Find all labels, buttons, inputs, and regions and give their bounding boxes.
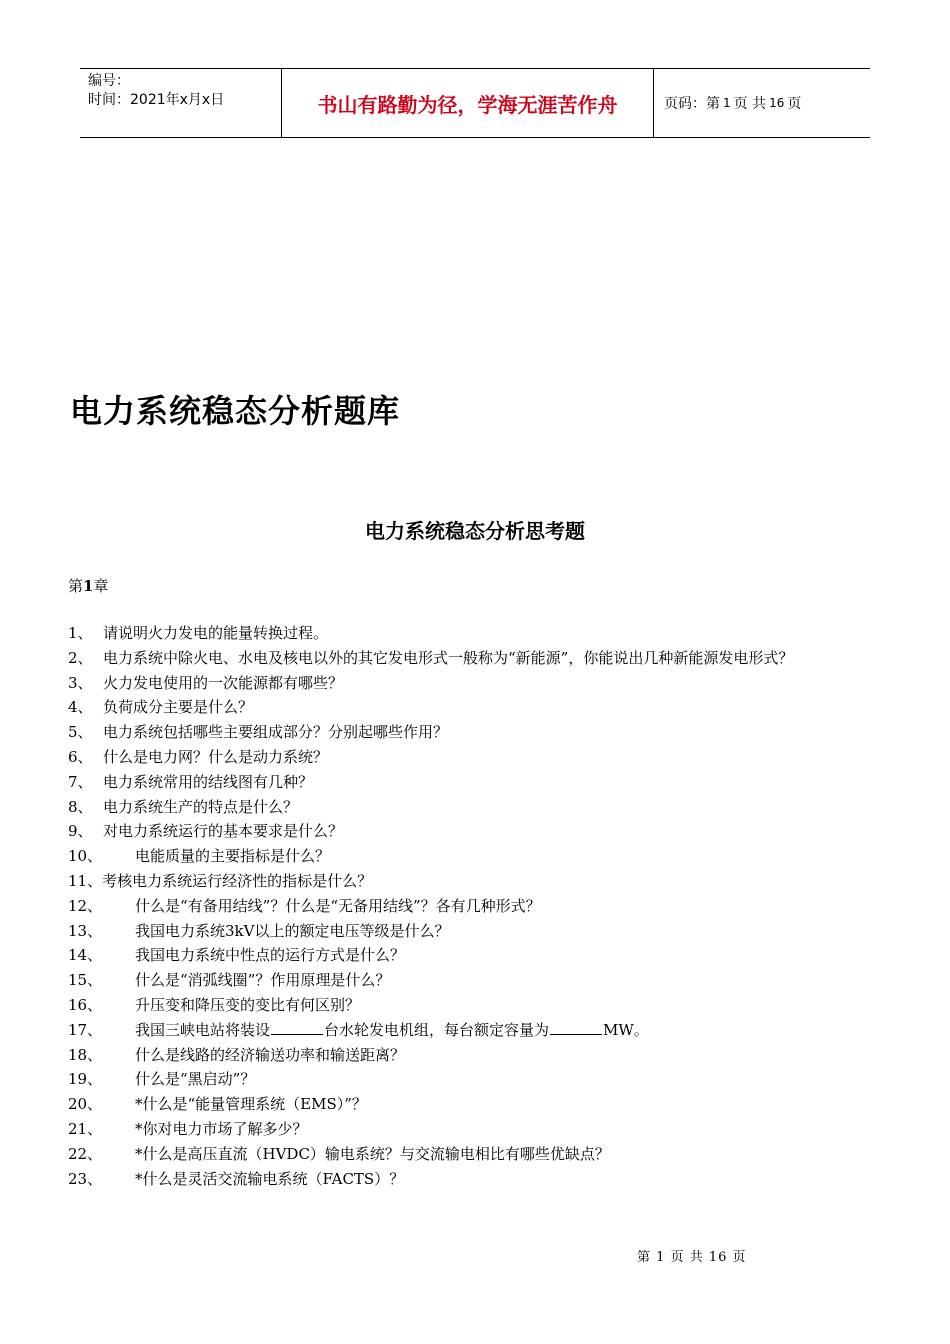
chapter-number: 1	[83, 577, 94, 595]
question-text: 火力发电使用的一次能源都有哪些？	[103, 673, 344, 692]
question-item	[68, 894, 928, 919]
motto-text: 书山有路勤为径，学海无涯苦作舟	[317, 92, 618, 117]
question-text: 什么是“黑启动”？	[135, 1070, 256, 1089]
question-item	[68, 671, 928, 696]
question-text: 考核电力系统运行经济性的指标是什么？	[102, 871, 373, 890]
fill-blank	[550, 1018, 602, 1035]
question-text: *什么是灵活交流输电系统（FACTS）？	[135, 1169, 405, 1188]
question-text-part-a: 我国三峡电站将装设	[135, 1020, 271, 1039]
question-item	[68, 943, 928, 968]
question-item	[68, 819, 928, 844]
chapter-prefix: 第	[68, 577, 84, 595]
question-item	[68, 695, 928, 720]
question-number: 16、	[68, 995, 103, 1014]
question-text: 电能质量的主要指标是什么？	[135, 847, 331, 866]
question-text: 电力系统包括哪些主要组成部分？分别起哪些作用？	[103, 723, 449, 742]
question-number: 23、	[68, 1169, 103, 1188]
question-number: 4、	[68, 698, 93, 717]
question-text: 我国电力系统3kV以上的额定电压等级是什么？	[135, 921, 450, 940]
question-item	[68, 1067, 928, 1092]
question-item	[68, 795, 928, 820]
question-number: 17、	[68, 1020, 103, 1039]
question-number: 12、	[68, 896, 103, 915]
question-number: 21、	[68, 1119, 103, 1138]
question-list	[68, 621, 928, 1191]
chapter-suffix: 章	[93, 577, 109, 595]
question-item	[68, 770, 928, 795]
header-page-cell	[654, 69, 870, 137]
question-text: 什么是“消弧线圈”？作用原理是什么？	[135, 971, 391, 990]
question-item	[68, 720, 928, 745]
question-number: 18、	[68, 1045, 103, 1064]
question-number: 19、	[68, 1070, 103, 1089]
page-mid: 页 共	[733, 96, 767, 112]
serial-label: 编号：	[88, 73, 130, 89]
question-number: 8、	[68, 797, 93, 816]
question-item	[68, 1018, 928, 1043]
question-item	[68, 919, 928, 944]
question-text: 什么是线路的经济输送功率和输送距离？	[135, 1045, 406, 1064]
header-motto-cell	[282, 69, 654, 137]
fill-blank	[271, 1018, 323, 1035]
question-number: 1、	[68, 624, 93, 642]
question-text: 电力系统常用的结线图有几种？	[103, 772, 314, 791]
chapter-heading	[68, 575, 108, 596]
question-text-part-b: 台水轮发电机组，每台额定容量为	[324, 1020, 550, 1039]
question-item	[68, 621, 928, 646]
question-text: 什么是电力网？什么是动力系统？	[103, 747, 329, 766]
question-number: 7、	[68, 772, 93, 791]
question-text: 负荷成分主要是什么？	[103, 698, 254, 717]
question-item	[68, 1167, 928, 1192]
question-text: 请说明火力发电的能量转换过程。	[103, 624, 329, 642]
question-number: 13、	[68, 921, 103, 940]
page-current: 1	[723, 96, 731, 110]
question-number: 15、	[68, 971, 103, 990]
footer-total: 16	[708, 1250, 728, 1265]
question-item	[68, 1092, 928, 1117]
question-text: *什么是高压直流（HVDC）输电系统？与交流输电相比有哪些优缺点？	[135, 1144, 610, 1163]
header-meta-cell	[80, 69, 282, 137]
question-item	[68, 869, 928, 894]
main-title: 电力系统稳态分析题库	[70, 392, 401, 430]
question-text-part-c: MW。	[603, 1020, 649, 1039]
header-table	[80, 68, 870, 138]
question-item	[68, 993, 928, 1018]
question-text: 对电力系统运行的基本要求是什么？	[103, 822, 344, 841]
question-number: 6、	[68, 747, 93, 766]
question-text: 什么是“有备用结线”？什么是“无备用结线”？各有几种形式？	[135, 896, 541, 915]
page-suffix: 页	[787, 96, 802, 112]
footer-prefix: 第	[637, 1250, 652, 1265]
question-item	[68, 745, 928, 770]
page-total: 16	[769, 96, 785, 110]
question-item	[68, 646, 928, 671]
page-footer	[637, 1246, 747, 1265]
page-prefix: 页码：第	[664, 96, 720, 112]
sub-title: 电力系统稳态分析思考题	[365, 519, 585, 543]
question-number: 22、	[68, 1144, 103, 1163]
footer-suffix: 页	[732, 1250, 747, 1265]
question-number: 2、	[68, 648, 93, 667]
question-number: 5、	[68, 723, 93, 742]
question-text: 电力系统中除火电、水电及核电以外的其它发电形式一般称为“新能源”，你能说出几种新能源发电形式？	[103, 648, 794, 667]
question-number: 9、	[68, 822, 93, 841]
time-label: 时间：2021年x月x日	[88, 92, 225, 108]
question-number: 14、	[68, 946, 103, 965]
question-text: *你对电力市场了解多少？	[135, 1119, 308, 1138]
question-item	[68, 1117, 928, 1142]
question-item	[68, 844, 928, 869]
footer-mid: 页 共	[670, 1250, 704, 1265]
question-text: 电力系统生产的特点是什么？	[103, 797, 299, 816]
question-item	[68, 1043, 928, 1068]
question-number: 3、	[68, 673, 93, 692]
question-number: 11、	[68, 871, 103, 890]
question-text: *什么是“能量管理系统（EMS）”？	[135, 1095, 367, 1114]
question-item	[68, 1142, 928, 1167]
question-item	[68, 968, 928, 993]
question-text: 升压变和降压变的变比有何区别？	[135, 995, 361, 1014]
question-number: 20、	[68, 1095, 103, 1114]
footer-current: 1	[656, 1250, 666, 1265]
question-number: 10、	[68, 847, 103, 866]
question-text: 我国电力系统中性点的运行方式是什么？	[135, 946, 406, 965]
